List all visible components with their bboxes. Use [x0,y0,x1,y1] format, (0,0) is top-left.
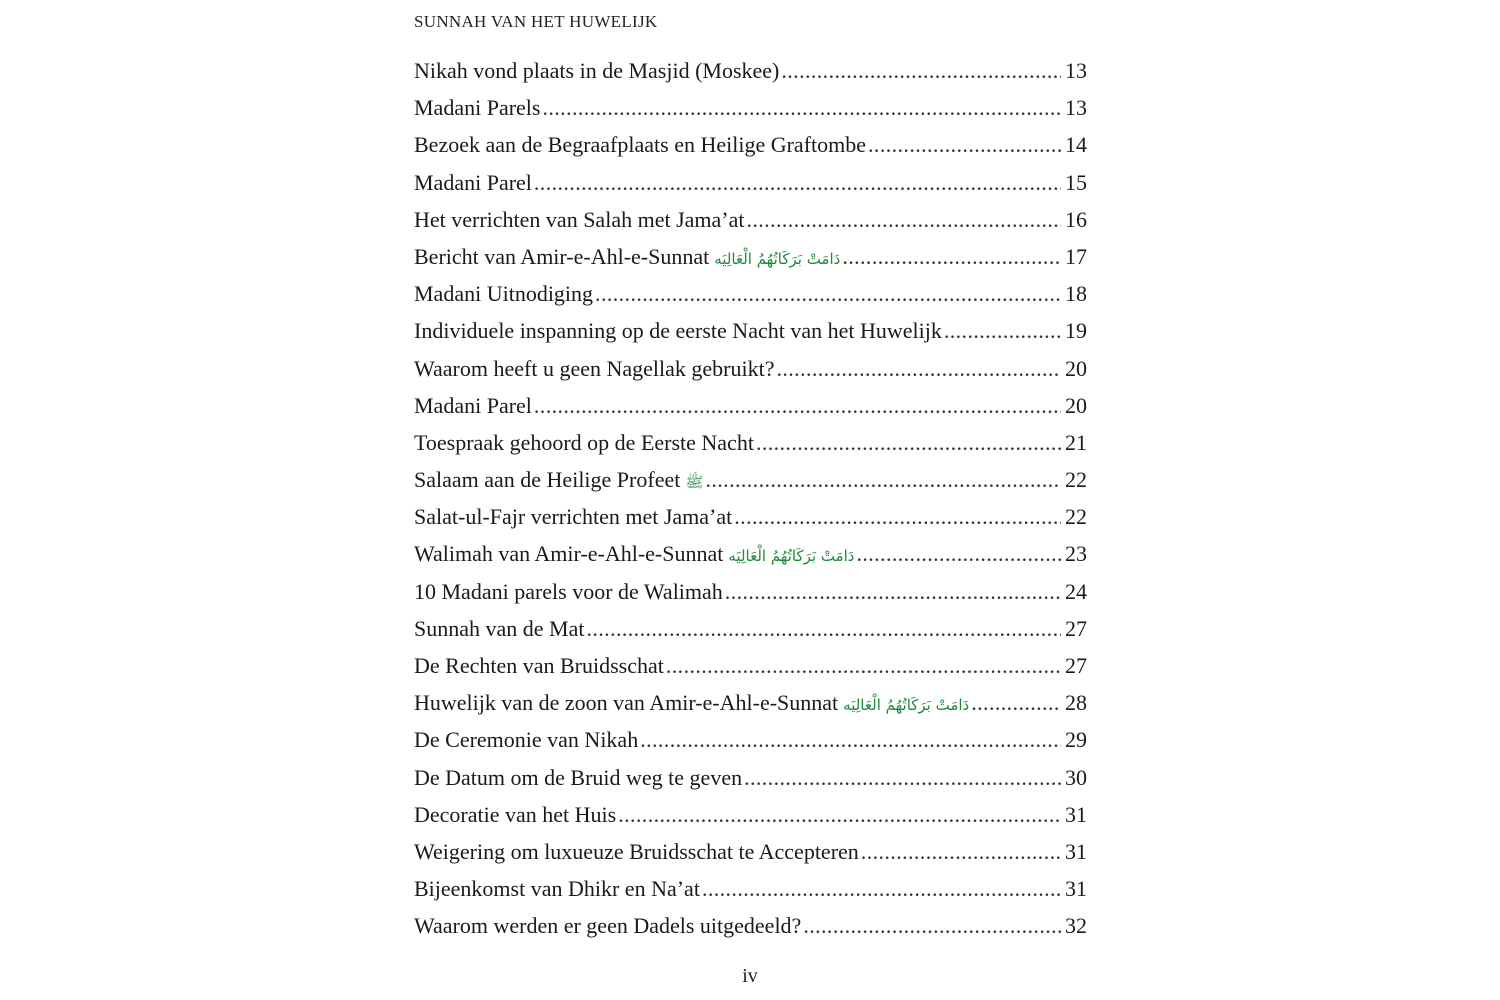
toc-entry-title: De Ceremonie van Nikah [414,727,639,753]
toc-entry-page: 15 [1065,169,1087,195]
toc-entry[interactable] [414,170,1087,207]
dot-leader [534,393,1061,419]
toc-entry-title: Weigering om luxueuze Bruidsschat te Accepteren [414,838,859,864]
toc-entry-page: 32 [1065,913,1087,939]
honorific-calligraphy: ﷺ [685,473,704,492]
dot-leader [861,839,1061,865]
toc-entry[interactable] [414,281,1087,318]
toc-entry[interactable] [414,356,1087,393]
toc-entry[interactable] [414,207,1087,244]
toc-entry-title: Bijeenkomst van Dhikr en Na’at [414,876,700,902]
dot-leader [725,579,1061,605]
toc-entry[interactable] [414,653,1087,690]
dot-leader [971,690,1061,716]
dot-leader [542,95,1061,121]
toc-entry-page: 23 [1065,541,1087,567]
dot-leader [705,467,1061,493]
toc-entry-title: Salaam aan de Heilige Profeet [414,467,681,493]
toc-entry[interactable] [414,244,1087,281]
toc-entry[interactable] [414,913,1087,950]
toc-entry-title: Madani Parel [414,392,532,418]
toc-entry[interactable] [414,318,1087,355]
toc-entry[interactable] [414,430,1087,467]
toc-entry-title: Waarom heeft u geen Nagellak gebruikt? [414,355,775,381]
toc-entry-page: 31 [1065,876,1087,902]
dot-leader [842,244,1061,270]
toc-entry[interactable] [414,579,1087,616]
honorific-calligraphy: دَامَتْ بَرَكَاتُهُمُ الْعَالِيَه [714,249,841,268]
toc-entry-title: Nikah vond plaats in de Masjid (Moskee) [414,58,780,83]
honorific-calligraphy: دَامَتْ بَرَكَاتُهُمُ الْعَالِيَه [728,547,855,566]
dot-leader [640,727,1061,753]
toc-entry[interactable] [414,504,1087,541]
toc-entry-page: 20 [1065,392,1087,418]
toc-entry-page: 22 [1065,504,1087,530]
toc-entry-title: Het verrichten van Salah met Jama’at [414,206,745,232]
toc-entry[interactable] [414,839,1087,876]
toc-entry[interactable] [414,132,1087,169]
toc-entry-page: 22 [1065,467,1087,493]
toc-entry-page: 27 [1065,615,1087,641]
toc-entry-page: 21 [1065,429,1087,455]
toc-entry-page: 14 [1065,132,1087,158]
toc-entry-title: Sunnah van de Mat [414,615,585,641]
dot-leader [746,207,1061,233]
toc-entry[interactable] [414,393,1087,430]
toc-entry-page: 30 [1065,764,1087,790]
toc-entry-page: 16 [1065,206,1087,232]
toc-entry-title: De Rechten van Bruidsschat [414,653,664,678]
dot-leader [734,504,1061,530]
toc-entry[interactable] [414,95,1087,132]
dot-leader [586,616,1061,642]
toc-entry-page: 31 [1065,838,1087,864]
toc-entry-page: 31 [1065,801,1087,827]
toc-entry-title: Madani Parel [414,169,532,195]
toc-entry-page: 17 [1065,243,1087,269]
toc-entry[interactable] [414,467,1087,504]
toc-entry-title: Bericht van Amir-e-Ahl-e-Sunnat [414,243,710,269]
table-of-contents [414,58,1087,951]
toc-entry[interactable] [414,727,1087,764]
dot-leader [781,58,1061,84]
toc-entry-title: Walimah van Amir-e-Ahl-e-Sunnat [414,541,724,567]
dot-leader [618,802,1061,828]
toc-entry-page: 19 [1065,318,1087,344]
honorific-calligraphy: دَامَتْ بَرَكَاتُهُمُ الْعَالِيَه [843,696,970,715]
toc-entry-title: De Datum om de Bruid weg te geven [414,764,743,790]
toc-entry-title: Madani Parels [414,95,541,121]
toc-entry-page: 13 [1065,58,1087,83]
toc-entry-title: Individuele inspanning op de eerste Nacht van het Huwelijk [414,318,942,344]
toc-entry-page: 18 [1065,281,1087,307]
toc-entry-page: 24 [1065,578,1087,604]
dot-leader [776,356,1061,382]
toc-entry-page: 29 [1065,727,1087,753]
toc-entry-title: Waarom werden er geen Dadels uitgedeeld? [414,913,802,939]
toc-entry[interactable] [414,876,1087,913]
toc-entry[interactable] [414,690,1087,727]
dot-leader [944,318,1061,344]
dot-leader [868,132,1061,158]
toc-entry[interactable] [414,616,1087,653]
dot-leader [744,765,1061,791]
toc-entry-title: Toespraak gehoord op de Eerste Nacht [414,429,754,455]
toc-entry-page: 20 [1065,355,1087,381]
toc-entry[interactable] [414,541,1087,578]
dot-leader [534,170,1061,196]
dot-leader [702,876,1061,902]
dot-leader [756,430,1061,456]
toc-entry[interactable] [414,58,1087,95]
toc-entry[interactable] [414,765,1087,802]
dot-leader [803,913,1061,939]
toc-entry-title: Madani Uitnodiging [414,281,594,307]
dot-leader [856,541,1061,567]
running-header: SUNNAH VAN HET HUWELIJK [414,12,658,31]
toc-entry-page: 27 [1065,653,1087,678]
dot-leader [666,653,1061,679]
toc-entry-title: Bezoek aan de Begraafplaats en Heilige Graftombe [414,132,867,158]
toc-entry-page: 28 [1065,690,1087,716]
toc-entry-page: 13 [1065,95,1087,121]
toc-entry-title: Decoratie van het Huis [414,801,617,827]
dot-leader [595,281,1061,307]
page-number: iv [742,965,758,987]
toc-entry-title: Salat-ul-Fajr verrichten met Jama’at [414,504,733,530]
toc-entry-title: 10 Madani parels voor de Walimah [414,578,723,604]
toc-entry[interactable] [414,802,1087,839]
toc-entry-title: Huwelijk van de zoon van Amir-e-Ahl-e-Sunnat [414,690,839,716]
